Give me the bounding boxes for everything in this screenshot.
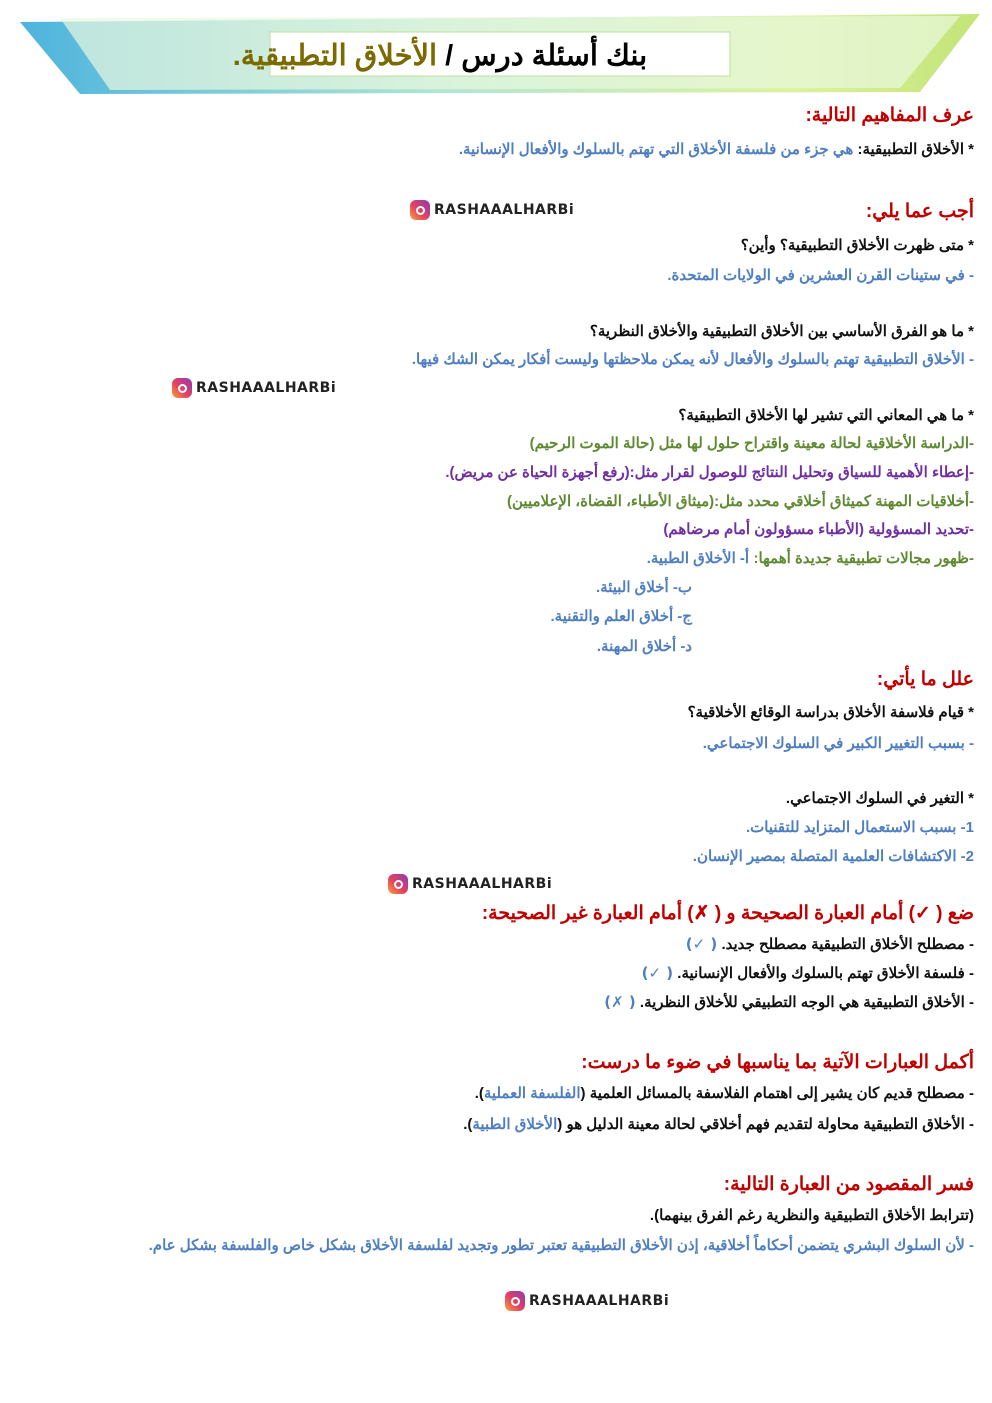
watermark-text: RASHAAALHARBi bbox=[434, 202, 575, 218]
reason-q2: * التغير في السلوك الاجتماعي. bbox=[785, 790, 974, 807]
complete-text: - الأخلاق التطبيقية محاولة لتقديم فهم أخلاقي لحالة معينة الدليل هو ( bbox=[557, 1116, 974, 1133]
truefalse-heading: ضع ( ✓) أمام العبارة الصحيحة و ( ✗) أمام العبارة غير الصحيحة: bbox=[481, 903, 974, 924]
answer-q2: * ما هو الفرق الأساسي بين الأخلاق التطبيقية والأخلاق النظرية؟ bbox=[589, 323, 974, 340]
answer-q1: * متى ظهرت الأخلاق التطبيقية؟ وأين؟ bbox=[740, 237, 974, 254]
answer-heading: أجب عما يلي: bbox=[865, 201, 974, 222]
meaning-3: -أخلاقيات المهنة كميثاق أخلاقي محدد مثل:(ميثاق الأطباء، القضاة، الإعلاميين) bbox=[507, 493, 974, 510]
reason-a2-1: 1- بسبب الاستعمال المتزايد للتقنيات. bbox=[745, 819, 974, 836]
instagram-watermark bbox=[388, 873, 552, 895]
truefalse-text: - الأخلاق التطبيقية هي الوجه التطبيقي للأخلاق النظرية. bbox=[639, 994, 974, 1011]
field-item: د- أخلاق المهنة. bbox=[596, 638, 692, 655]
field-item: ب- أخلاق البيئة. bbox=[595, 579, 692, 596]
reason-heading: علل ما يأتي: bbox=[876, 669, 974, 690]
complete-answer: الأخلاق الطبية bbox=[472, 1116, 558, 1133]
meaning-2: -إعطاء الأهمية للسياق وتحليل النتائج للوصول لقرار مثل:(رفع أجهزة الحياة عن مريض). bbox=[445, 464, 974, 481]
answer-a1: - في ستينات القرن العشرين في الولايات المتحدة. bbox=[667, 267, 974, 284]
define-definition: هي جزء من فلسفة الأخلاق التي تهتم بالسلوك والأفعال الإنسانية. bbox=[458, 141, 854, 158]
truefalse-text: - فلسفة الأخلاق تهتم بالسلوك والأفعال الإنسانية. bbox=[677, 965, 974, 982]
answer-q3: * ما هي المعاني التي تشير لها الأخلاق التطبيقية؟ bbox=[678, 407, 974, 424]
title-banner bbox=[20, 14, 980, 94]
check-mark-icon: ( ✓) bbox=[641, 964, 674, 982]
reason-a2-2: 2- الاكتشافات العلمية المتصلة بمصير الإنسان. bbox=[692, 848, 974, 865]
truefalse-item bbox=[18, 964, 974, 982]
define-term: * الأخلاق التطبيقية: bbox=[857, 141, 974, 158]
complete-text: - مصطلح قديم كان يشير إلى اهتمام الفلاسفة بالمسائل العلمية ( bbox=[580, 1085, 974, 1102]
instagram-icon bbox=[388, 874, 408, 894]
explain-statement: (تترابط الأخلاق التطبيقية والنظرية رغم الفرق بينهما). bbox=[649, 1207, 974, 1224]
watermark-text: RASHAAALHARBi bbox=[412, 876, 553, 892]
watermark-text: RASHAAALHARBi bbox=[196, 380, 337, 396]
meaning-5 bbox=[18, 549, 974, 568]
instagram-watermark bbox=[505, 1290, 669, 1312]
define-heading: عرف المفاهيم التالية: bbox=[805, 105, 974, 126]
complete-item bbox=[18, 1084, 974, 1102]
instagram-icon bbox=[505, 1291, 525, 1311]
title-highlight: الأخلاق التطبيقية. bbox=[232, 40, 438, 72]
reason-a1: - بسبب التغيير الكبير في السلوك الاجتماعي. bbox=[702, 735, 974, 752]
instagram-icon bbox=[172, 378, 192, 398]
explain-answer: - لأن السلوك البشري يتضمن أحكاماً أخلاقية، إذن الأخلاق التطبيقية تعتبر تطور وتجديد لفلسفة الأخلاق بشكل خاص والفلسفة بشكل عام. bbox=[148, 1237, 974, 1254]
complete-answer: الفلسفة العملية bbox=[483, 1085, 581, 1102]
meaning-5-intro: -ظهور مجالات تطبيقية جديدة أهمها: bbox=[753, 550, 974, 567]
answer-a2: - الأخلاق التطبيقية تهتم بالسلوك والأفعال لأنه يمكن ملاحظتها وليست أفكار يمكن الشك فيها. bbox=[411, 351, 974, 368]
complete-end: ). bbox=[474, 1085, 484, 1102]
truefalse-item bbox=[18, 935, 974, 953]
watermark-text: RASHAAALHARBi bbox=[529, 1293, 670, 1309]
complete-end: ). bbox=[463, 1116, 473, 1133]
explain-heading: فسر المقصود من العبارة التالية: bbox=[723, 1174, 974, 1195]
page-title bbox=[180, 38, 700, 73]
field-item: ج- أخلاق العلم والتقنية. bbox=[550, 608, 692, 625]
check-mark-icon: ( ✓) bbox=[685, 935, 718, 953]
complete-item bbox=[18, 1115, 974, 1133]
meaning-1: -الدراسة الأخلاقية لحالة معينة واقتراح حلول لها مثل (حالة الموت الرحيم) bbox=[529, 435, 974, 452]
cross-mark-icon: ( ✗) bbox=[604, 993, 636, 1011]
truefalse-item bbox=[18, 993, 974, 1011]
field-item: أ- الأخلاق الطبية. bbox=[646, 550, 750, 567]
complete-heading: أكمل العبارات الآتية بما يناسبها في ضوء ما درست: bbox=[581, 1052, 974, 1073]
meaning-4: -تحديد المسؤولية (الأطباء مسؤولون أمام مرضاهم) bbox=[663, 521, 974, 538]
truefalse-text: - مصطلح الأخلاق التطبيقية مصطلح جديد. bbox=[721, 936, 974, 953]
instagram-watermark bbox=[172, 377, 336, 399]
reason-q1: * قيام فلاسفة الأخلاق بدراسة الوقائع الأخلاقية؟ bbox=[687, 704, 974, 721]
title-main: بنك أسئلة درس / bbox=[445, 40, 648, 72]
define-item bbox=[18, 140, 974, 158]
